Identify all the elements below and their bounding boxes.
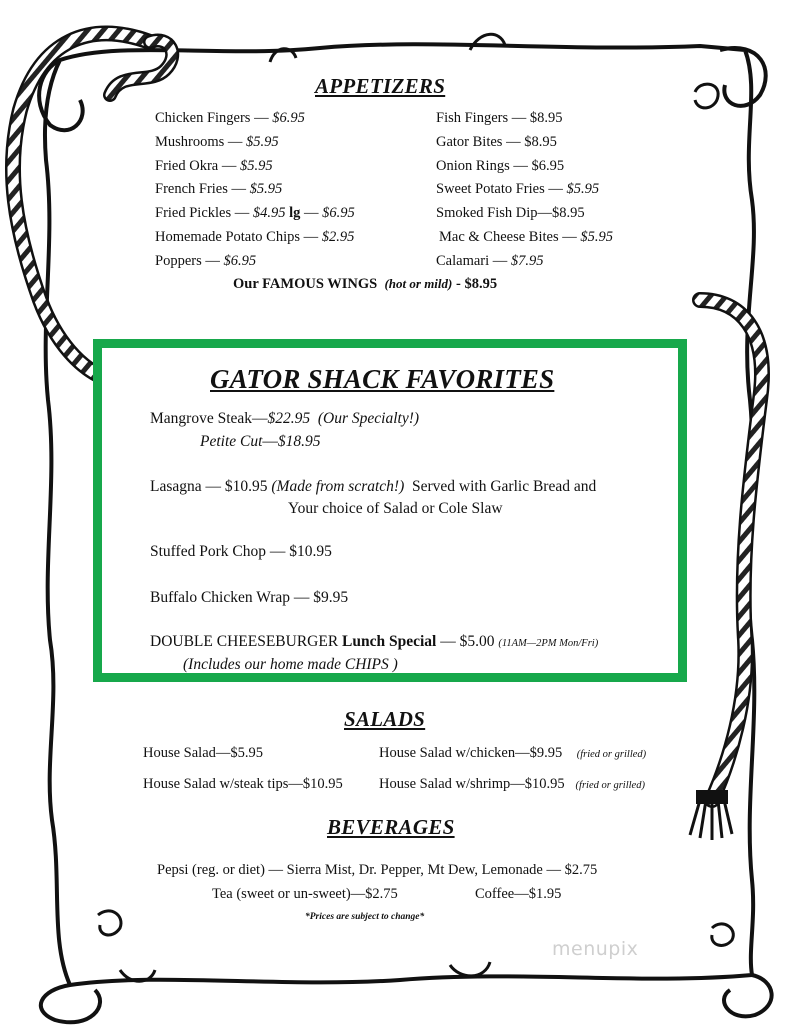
soda-line: Pepsi (reg. or diet) — Sierra Mist, Dr. Pepper, Mt Dew, Lemonade — $2.75 [157,862,598,878]
list-item: Onion Rings — $6.95 [436,158,565,174]
list-item: Smoked Fish Dip—$8.95 [436,205,585,221]
list-item: Fried Pickles — $4.95 lg — $6.95 [155,205,355,221]
salads-heading: SALADS [344,707,426,731]
coffee-item: Coffee—$1.95 [475,886,562,902]
famous-wings-line: Our FAMOUS WINGS (hot or mild) - $8.95 [233,276,498,292]
list-item: Calamari — $7.95 [436,253,544,269]
lasagna-item: Lasagna — $10.95 (Made from scratch!) Served with Garlic Bread and [150,478,597,495]
petite-cut-item: Petite Cut—$18.95 [200,433,321,450]
list-item: Sweet Potato Fries — $5.95 [436,181,600,197]
watermark: menupix [552,938,639,960]
appetizers-heading: APPETIZERS [315,74,446,98]
list-item: House Salad—$5.95 [143,745,264,761]
chicken-wrap-item: Buffalo Chicken Wrap — $9.95 [150,589,349,606]
cheeseburger-includes: (Includes our home made CHIPS ) [183,656,398,673]
cheeseburger-item: DOUBLE CHEESEBURGER Lunch Special — $5.00 (11AM—2PM Mon/Fri) [150,633,599,650]
list-item: Fish Fingers — $8.95 [436,110,563,126]
list-item: Homemade Potato Chips — $2.95 [155,229,355,245]
list-item: House Salad w/steak tips—$10.95 [143,776,343,792]
pork-chop-item: Stuffed Pork Chop — $10.95 [150,543,332,560]
list-item: Fried Okra — $5.95 [155,158,273,174]
list-item: House Salad w/chicken—$9.95 (fried or grilled) [379,745,647,761]
list-item: Poppers — $6.95 [155,253,257,269]
mangrove-steak-item: Mangrove Steak—$22.95 (Our Specialty!) [150,410,420,427]
list-item: French Fries — $5.95 [155,181,283,197]
list-item: House Salad w/shrimp—$10.95 (fried or grilled) [379,776,645,792]
beverages-heading: BEVERAGES [327,815,455,839]
price-disclaimer: *Prices are subject to change* [305,912,425,922]
favorites-heading: GATOR SHACK FAVORITES [210,364,555,394]
tea-item: Tea (sweet or un-sweet)—$2.75 [212,886,398,902]
list-item: Mac & Cheese Bites — $5.95 [439,229,613,245]
list-item: Chicken Fingers — $6.95 [155,110,305,126]
list-item: Mushrooms — $5.95 [155,134,279,150]
lasagna-description: Your choice of Salad or Cole Slaw [288,500,503,517]
list-item: Gator Bites — $8.95 [436,134,557,150]
